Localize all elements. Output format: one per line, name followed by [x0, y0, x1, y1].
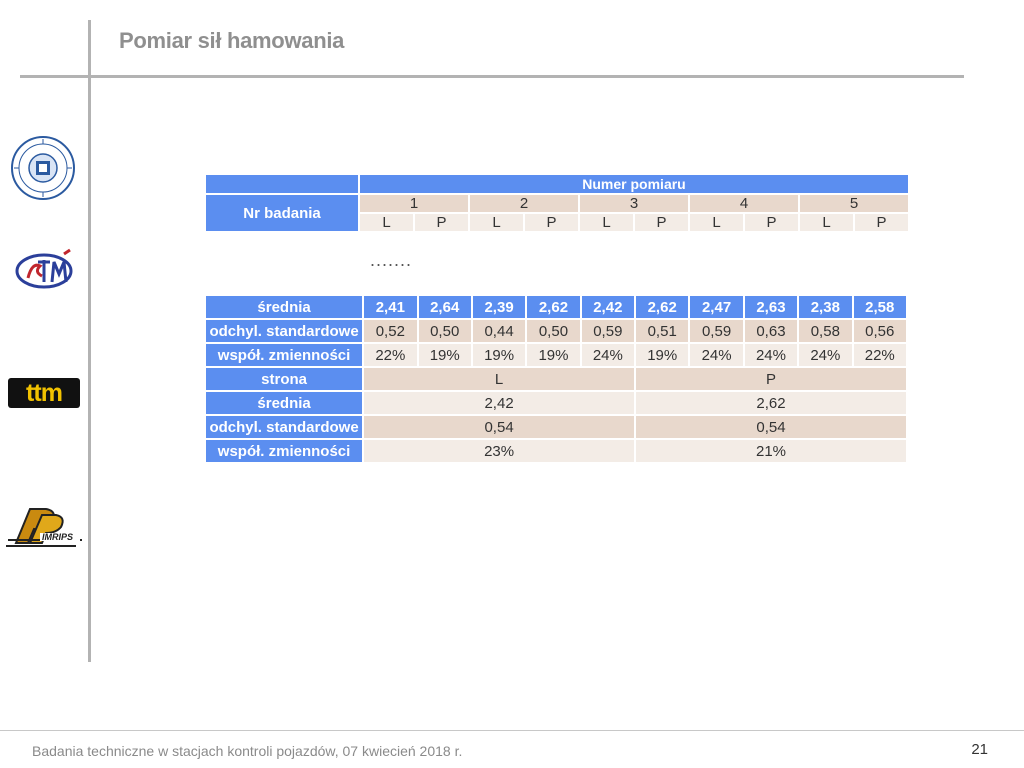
side-cell: P: [745, 214, 798, 231]
value-cell: 24%: [690, 344, 742, 366]
value-cell: 2,58: [854, 296, 906, 318]
value-cell: 2,41: [364, 296, 416, 318]
side-cell: L: [360, 214, 413, 231]
value-cell: 19%: [419, 344, 471, 366]
footer-text: Badania techniczne w stacjach kontroli pojazdów, 07 kwiecień 2018 r.: [32, 743, 463, 759]
table-row: [206, 368, 906, 390]
value-cell: 0,50: [419, 320, 471, 342]
value-cell: 2,62: [527, 296, 579, 318]
value-cell: 0,58: [799, 320, 851, 342]
measurement-number-cell: 3: [580, 195, 688, 212]
row-label: średnia: [206, 296, 362, 318]
value-cell: 24%: [745, 344, 797, 366]
svg-text:IMRIPS: IMRIPS: [42, 532, 74, 542]
value-cell: 2,38: [799, 296, 851, 318]
side-value-cell-L: L: [364, 368, 634, 390]
side-value-cell-P: 0,54: [636, 416, 906, 438]
vertical-divider: [88, 20, 91, 662]
row-label: odchyl. standardowe: [206, 320, 362, 342]
pimrips-logo-icon: [6, 505, 82, 549]
stm-logo-icon: [14, 248, 74, 294]
value-cell: 0,59: [582, 320, 634, 342]
measurement-number-cell: 5: [800, 195, 908, 212]
value-cell: 19%: [473, 344, 525, 366]
nr-badania-header: Nr badania: [206, 195, 358, 231]
side-cell: L: [580, 214, 633, 231]
side-cell: L: [800, 214, 853, 231]
value-cell: 0,50: [527, 320, 579, 342]
row-label: współ. zmienności: [206, 344, 362, 366]
table-row: [206, 416, 906, 438]
ellipsis-text: .......: [370, 250, 413, 270]
value-cell: 19%: [636, 344, 688, 366]
side-value-cell-L: 0,54: [364, 416, 634, 438]
row-label: odchyl. standardowe: [206, 416, 362, 438]
statistics-table: [204, 294, 908, 464]
title-underline: [20, 75, 964, 78]
row-label: średnia: [206, 392, 362, 414]
value-cell: 2,42: [582, 296, 634, 318]
table-row: [206, 392, 906, 414]
ttm-logo-text: ttm: [26, 378, 62, 407]
side-value-cell-P: 2,62: [636, 392, 906, 414]
side-cell: L: [470, 214, 523, 231]
value-cell: 2,39: [473, 296, 525, 318]
footer-divider: [0, 730, 1024, 731]
value-cell: 2,47: [690, 296, 742, 318]
value-cell: 2,64: [419, 296, 471, 318]
side-value-cell-L: 23%: [364, 440, 634, 462]
table-row: [206, 440, 906, 462]
value-cell: 0,51: [636, 320, 688, 342]
side-cell: P: [415, 214, 468, 231]
value-cell: 0,56: [854, 320, 906, 342]
page-number: 21: [971, 741, 988, 758]
politechnika-poznanska-seal-icon: [10, 135, 76, 201]
side-cell: P: [525, 214, 578, 231]
value-cell: 0,63: [745, 320, 797, 342]
side-cell: P: [635, 214, 688, 231]
table-row: [206, 296, 906, 318]
measurement-number-cell: 2: [470, 195, 578, 212]
measurement-number-cell: 1: [360, 195, 468, 212]
value-cell: 0,44: [473, 320, 525, 342]
value-cell: 19%: [527, 344, 579, 366]
header-blank-cell: [206, 175, 358, 193]
side-value-cell-L: 2,42: [364, 392, 634, 414]
measurement-header-table: [204, 173, 910, 233]
table-row: [206, 320, 906, 342]
side-value-cell-P: 21%: [636, 440, 906, 462]
value-cell: 24%: [582, 344, 634, 366]
value-cell: 22%: [364, 344, 416, 366]
value-cell: 22%: [854, 344, 906, 366]
value-cell: 24%: [799, 344, 851, 366]
value-cell: 0,52: [364, 320, 416, 342]
value-cell: 0,59: [690, 320, 742, 342]
ttm-logo: [8, 378, 80, 408]
row-label: strona: [206, 368, 362, 390]
table-row: [206, 344, 906, 366]
row-label: współ. zmienności: [206, 440, 362, 462]
side-cell: L: [690, 214, 743, 231]
side-cell: P: [855, 214, 908, 231]
numer-pomiaru-header: Numer pomiaru: [360, 175, 908, 193]
page-title: Pomiar sił hamowania: [119, 28, 345, 53]
value-cell: 2,62: [636, 296, 688, 318]
value-cell: 2,63: [745, 296, 797, 318]
side-value-cell-P: P: [636, 368, 906, 390]
measurement-number-cell: 4: [690, 195, 798, 212]
